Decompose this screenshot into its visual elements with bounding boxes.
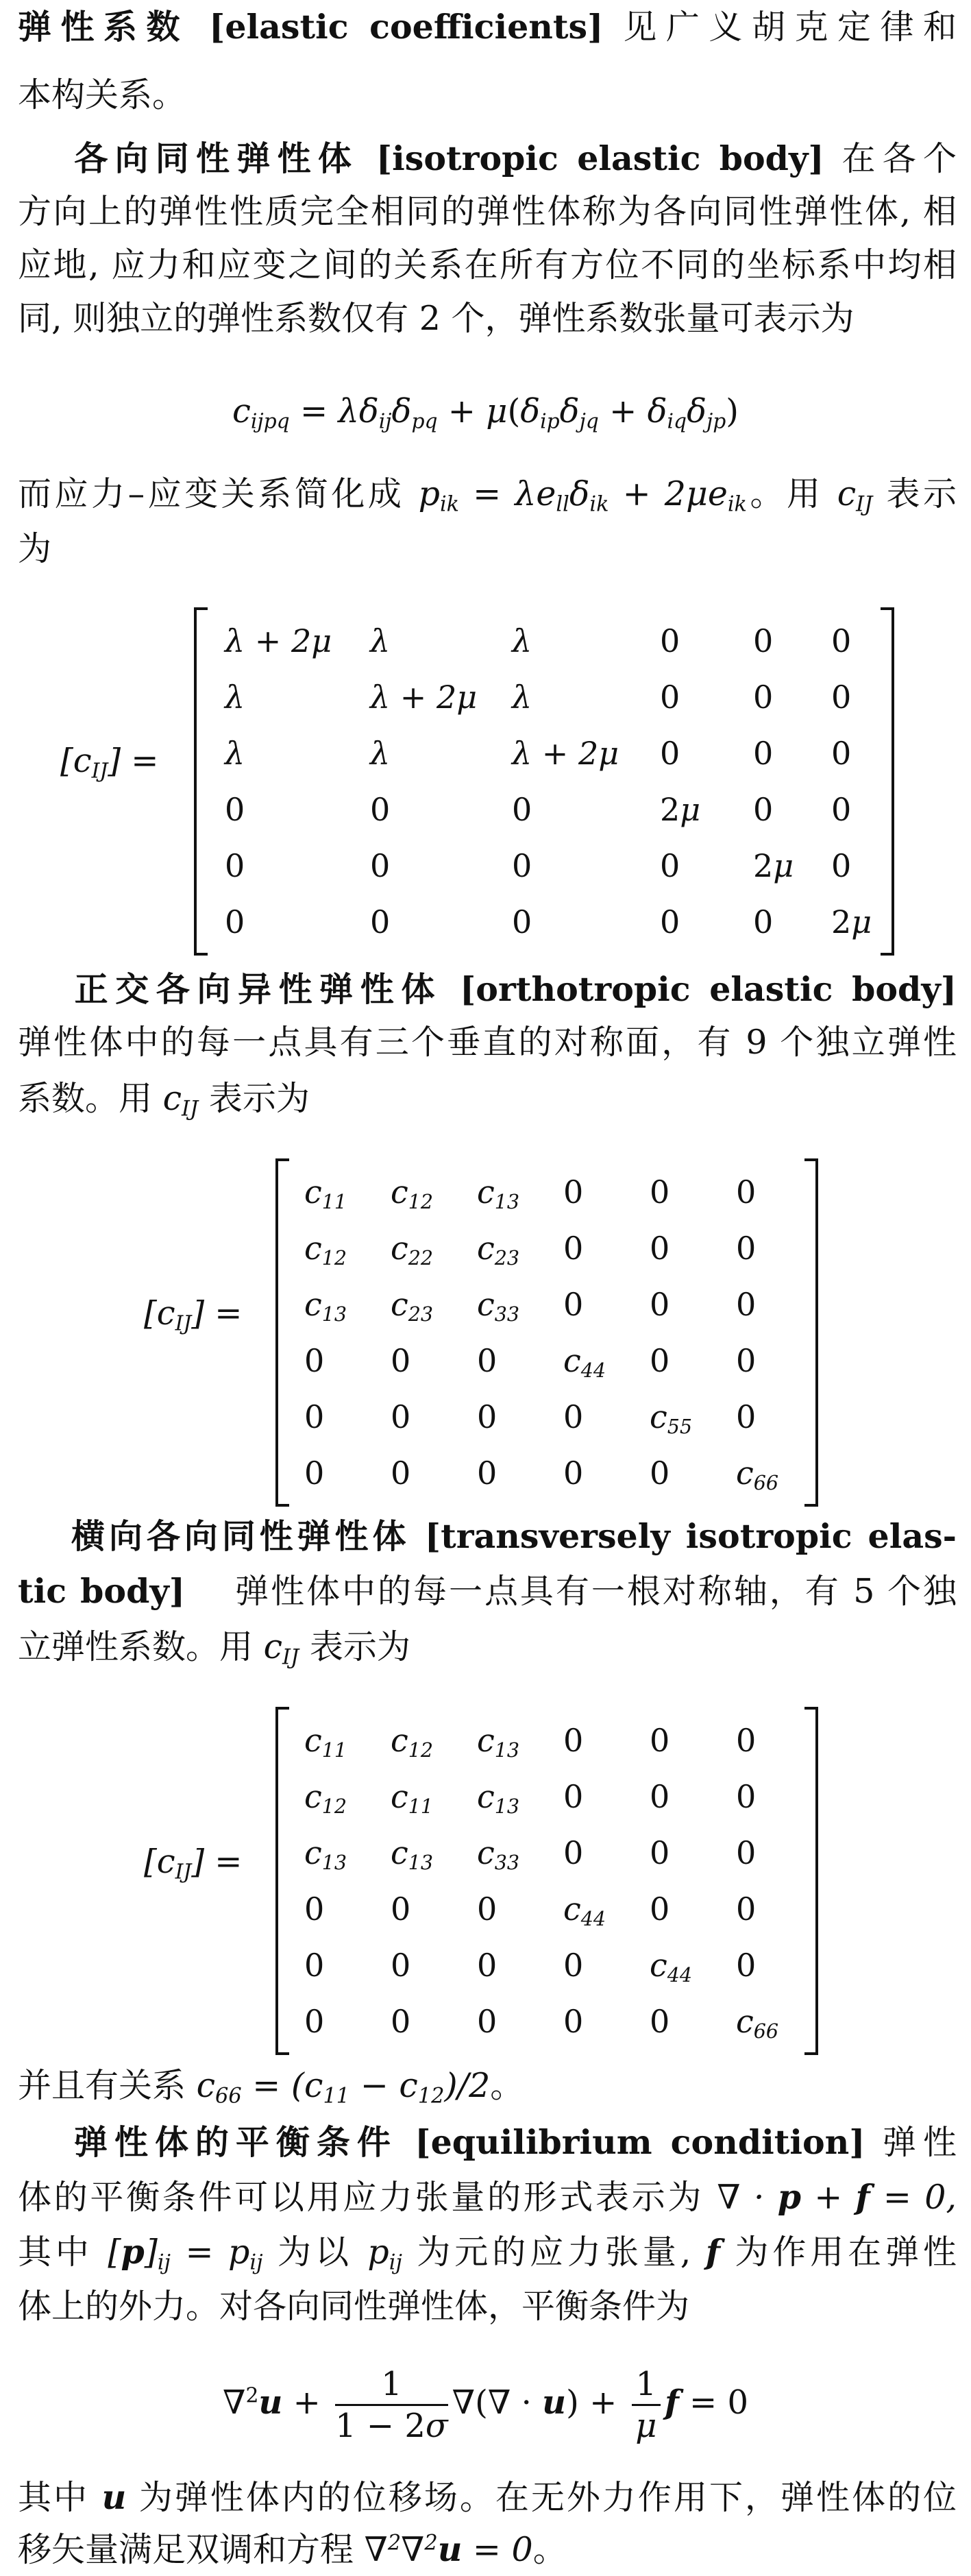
entry-isotropic-line-2: 方向上的弹性性质完全相同的弹性体称为各向同性弹性体, 相 bbox=[18, 192, 957, 231]
orthotropic-stiffness-matrix bbox=[275, 1158, 818, 1507]
matrix-cell: $c_{12}$ bbox=[391, 1722, 434, 1762]
matrix-cell: $c_{22}$ bbox=[391, 1230, 434, 1269]
matrix-cell: 0 bbox=[563, 1286, 584, 1323]
matrix-cell: 0 bbox=[304, 2003, 325, 2040]
matrix-row bbox=[275, 1881, 818, 1937]
matrix-cell: 0 bbox=[391, 1891, 411, 1928]
matrix-cell: 0 bbox=[304, 1398, 325, 1435]
matrix-cell: 0 bbox=[391, 1342, 411, 1379]
term-title-zh: 正交各向异性弹性体 bbox=[67, 970, 442, 1009]
matrix-cell: 0 bbox=[563, 1834, 584, 1871]
matrix-cell: $c_{13}$ bbox=[391, 1834, 434, 1874]
matrix-cell: 0 bbox=[736, 1947, 757, 1984]
matrix-row bbox=[275, 1825, 818, 1881]
matrix-cell: 0 bbox=[563, 2003, 584, 2040]
stress-strain-relation: $p_{ik} = \lambda e_{ll}\delta_{ik} + 2\mu e_{ik}$ bbox=[418, 474, 747, 517]
entry-equilibrium-line-1: 弹性体的平衡条件 [equilibrium condition] 弹性 bbox=[67, 2122, 957, 2162]
matrix-cell: 0 bbox=[563, 1230, 584, 1267]
matrix-row bbox=[194, 669, 894, 725]
matrix-label: $[c_{IJ}]$ = bbox=[60, 742, 159, 783]
matrix-row bbox=[275, 1389, 818, 1445]
term-title-zh: 各向同性弹性体 bbox=[67, 139, 359, 178]
matrix-cell: 0 bbox=[650, 1778, 670, 1815]
entry-transversely-isotropic-line-2: tic body] 弹性体中的每一点具有一根对称轴，有 5 个独 bbox=[18, 1571, 957, 1611]
matrix-cell: 0 bbox=[831, 735, 852, 772]
matrix-cell: $c_{55}$ bbox=[650, 1398, 693, 1438]
matrix-cell: 0 bbox=[831, 622, 852, 659]
matrix-cell: 0 bbox=[563, 1398, 584, 1435]
entry-elastic-coefficients-line-1 bbox=[18, 5, 957, 49]
matrix-cell: λ bbox=[225, 679, 245, 716]
matrix-cell: 0 bbox=[512, 903, 532, 940]
matrix-row bbox=[275, 1445, 818, 1501]
entry-transversely-isotropic-line-1 bbox=[18, 1515, 957, 1558]
matrix-cell: 0 bbox=[650, 1342, 670, 1379]
matrix-cell: $c_{11}$ bbox=[304, 1722, 347, 1762]
entry-elastic-coefficients-line-2: 本构关系。 bbox=[18, 75, 186, 114]
matrix-cell: 0 bbox=[736, 1174, 757, 1211]
text: 在各个 bbox=[841, 139, 957, 178]
matrix-cell: 0 bbox=[304, 1947, 325, 1984]
matrix-cell: 0 bbox=[391, 1947, 411, 1984]
entry-orthotropic-line-3: 系数。用 $c_{IJ}$ 表示为 bbox=[18, 1079, 310, 1121]
matrix-cell: $c_{44}$ bbox=[563, 1342, 606, 1382]
matrix-label: $[c_{IJ}]$ = bbox=[144, 1294, 243, 1336]
matrix-cell: 0 bbox=[736, 1834, 757, 1871]
matrix-cell: λ bbox=[512, 622, 532, 659]
matrix-cell: 0 bbox=[477, 1398, 497, 1435]
matrix-cell: 0 bbox=[831, 847, 852, 884]
matrix-cell: $c_{44}$ bbox=[650, 1947, 693, 1986]
matrix-cell: 0 bbox=[304, 1455, 325, 1492]
term-title-zh: 弹性体的平衡条件 bbox=[67, 2123, 397, 2162]
matrix-cell: 0 bbox=[370, 903, 391, 940]
matrix-cell: λ bbox=[512, 679, 532, 716]
matrix-cell: 2μ bbox=[753, 847, 794, 884]
matrix-cell: 0 bbox=[753, 791, 774, 828]
matrix-cell: 0 bbox=[736, 1342, 757, 1379]
matrix-cell: λ bbox=[225, 735, 245, 772]
matrix-cell: 0 bbox=[753, 735, 774, 772]
matrix-cell: 0 bbox=[650, 1891, 670, 1928]
matrix-cell: $c_{12}$ bbox=[304, 1778, 347, 1818]
matrix-cell: 0 bbox=[650, 2003, 670, 2040]
matrix-cell: 0 bbox=[753, 679, 774, 716]
term-title-en: [transversely isotropic elas- bbox=[424, 1516, 957, 1556]
matrix-cell: 0 bbox=[831, 791, 852, 828]
equation-isotropic-tensor: $c_{ijpq} = \lambda\delta_{ij}\delta_{pq} + \mu(\delta_{ip}\delta_{jq} + \delta_{iq}\delta_{jp})$ bbox=[232, 392, 739, 434]
matrix-row bbox=[194, 781, 894, 838]
matrix-cell: 0 bbox=[563, 1455, 584, 1492]
matrix-cell: 0 bbox=[225, 847, 245, 884]
entry-equilibrium-line-5: 其中 u 为弹性体内的位移场。在无外力作用下，弹性体的位 bbox=[18, 2477, 957, 2517]
matrix-cell: 0 bbox=[660, 847, 680, 884]
matrix-cell: $c_{13}$ bbox=[304, 1834, 347, 1874]
matrix-row bbox=[275, 1164, 818, 1220]
matrix-cell: 0 bbox=[736, 1722, 757, 1759]
entry-orthotropic-line-2: 弹性体中的每一点具有三个垂直的对称面，有 9 个独立弹性 bbox=[18, 1023, 957, 1062]
matrix-cell: 0 bbox=[753, 903, 774, 940]
matrix-cell: 2μ bbox=[831, 903, 872, 940]
entry-isotropic-line-4: 同, 则独立的弹性系数仅有 2 个，弹性系数张量可表示为 bbox=[18, 299, 855, 338]
matrix-cell: $c_{66}$ bbox=[736, 2003, 779, 2043]
matrix-cell: 0 bbox=[304, 1891, 325, 1928]
matrix-cell: $c_{13}$ bbox=[477, 1778, 520, 1818]
term-title-zh: 弹性系数 bbox=[18, 8, 190, 47]
matrix-cell: 0 bbox=[831, 679, 852, 716]
matrix-row bbox=[194, 613, 894, 669]
matrix-cell: 0 bbox=[391, 1398, 411, 1435]
matrix-cell: 0 bbox=[512, 791, 532, 828]
matrix-row bbox=[275, 1993, 818, 2050]
matrix-cell: 0 bbox=[736, 1230, 757, 1267]
entry-transversely-isotropic-relation: 并且有关系 $c_{66} = (c_{11} - c_{12})/2$。 bbox=[18, 2066, 524, 2109]
matrix-row bbox=[275, 1712, 818, 1769]
matrix-cell: 0 bbox=[563, 1174, 584, 1211]
entry-transversely-isotropic-line-3: 立弹性系数。用 $c_{IJ}$ 表示为 bbox=[18, 1627, 410, 1670]
transversely-isotropic-stiffness-matrix bbox=[275, 1707, 818, 2055]
matrix-cell: 0 bbox=[753, 622, 774, 659]
matrix-cell: 0 bbox=[225, 903, 245, 940]
matrix-row bbox=[275, 1220, 818, 1276]
matrix-cell: 0 bbox=[477, 1891, 497, 1928]
matrix-cell: 0 bbox=[370, 847, 391, 884]
entry-equilibrium-line-3: 其中 $[p]_{ij} = p_{ij}$ 为以 $p_{ij}$ 为元的应力张量, f 为作用在弹性 bbox=[18, 2232, 957, 2275]
matrix-cell: 0 bbox=[736, 1891, 757, 1928]
matrix-cell: 2μ bbox=[660, 791, 701, 828]
matrix-cell: $c_{33}$ bbox=[477, 1286, 520, 1326]
entry-orthotropic-line-1 bbox=[18, 968, 957, 1011]
matrix-cell: 0 bbox=[563, 1722, 584, 1759]
matrix-cell: 0 bbox=[650, 1834, 670, 1871]
entry-equilibrium-line-4: 体上的外力。对各向同性弹性体，平衡条件为 bbox=[18, 2287, 690, 2326]
matrix-cell: $c_{23}$ bbox=[391, 1286, 434, 1326]
matrix-cell: 0 bbox=[660, 622, 680, 659]
matrix-cell: $c_{12}$ bbox=[391, 1174, 434, 1213]
matrix-cell: 0 bbox=[477, 1342, 497, 1379]
matrix-row bbox=[275, 1769, 818, 1825]
equation-equilibrium-isotropic: ∇$^2$u + $\frac{1}{1 - 2\sigma}$ ∇(∇ · u) + $\frac{1}{\mu}$ f = 0 bbox=[222, 2365, 749, 2445]
matrix-cell: 0 bbox=[736, 1286, 757, 1323]
matrix-cell: λ + 2μ bbox=[370, 679, 478, 716]
matrix-cell: 0 bbox=[391, 2003, 411, 2040]
matrix-cell: 0 bbox=[477, 1947, 497, 1984]
matrix-row bbox=[194, 894, 894, 950]
matrix-cell: $c_{23}$ bbox=[477, 1230, 520, 1269]
term-title-en: [equilibrium condition] bbox=[415, 2122, 865, 2162]
matrix-cell: 0 bbox=[660, 903, 680, 940]
matrix-cell: 0 bbox=[563, 1778, 584, 1815]
matrix-cell: 0 bbox=[477, 1455, 497, 1492]
matrix-cell: $c_{44}$ bbox=[563, 1891, 606, 1930]
entry-isotropic-line-1 bbox=[18, 137, 957, 180]
matrix-row bbox=[275, 1937, 818, 1993]
matrix-cell: λ + 2μ bbox=[225, 622, 332, 659]
term-title-en: [isotropic elastic body] bbox=[376, 138, 824, 178]
term-title-en: [orthotropic elastic body] bbox=[460, 969, 957, 1009]
matrix-row bbox=[275, 1333, 818, 1389]
term-title-zh: 横向各向同性弹性体 bbox=[67, 1517, 410, 1556]
matrix-cell: 0 bbox=[650, 1286, 670, 1323]
matrix-cell: 0 bbox=[512, 847, 532, 884]
matrix-cell: $c_{12}$ bbox=[304, 1230, 347, 1269]
entry-equilibrium-line-2: 体的平衡条件可以用应力张量的形式表示为 ∇ · p + f = 0, bbox=[18, 2177, 957, 2217]
term-title-en: [elastic coefficients] bbox=[209, 7, 604, 47]
matrix-cell: 0 bbox=[391, 1455, 411, 1492]
matrix-row bbox=[194, 725, 894, 781]
matrix-cell: 0 bbox=[304, 1342, 325, 1379]
matrix-cell: 0 bbox=[650, 1174, 670, 1211]
matrix-cell: 0 bbox=[650, 1230, 670, 1267]
entry-isotropic-line-5: 而应力–应变关系简化成 $p_{ik} = \lambda e_{ll}\delta_{ik} + 2\mu e_{ik}$。用 $c_{IJ}$ 表示 bbox=[18, 474, 957, 517]
matrix-cell: $c_{11}$ bbox=[391, 1778, 434, 1818]
matrix-cell: 0 bbox=[477, 2003, 497, 2040]
text: 见广义胡克定律和 bbox=[623, 8, 957, 47]
isotropic-stiffness-matrix bbox=[194, 607, 894, 956]
matrix-cell: 0 bbox=[660, 679, 680, 716]
matrix-cell: $c_{13}$ bbox=[477, 1174, 520, 1213]
matrix-cell: 0 bbox=[563, 1947, 584, 1984]
matrix-cell: $c_{13}$ bbox=[477, 1722, 520, 1762]
entry-isotropic-line-3: 应地, 应力和应变之间的关系在所有方位不同的坐标系中均相 bbox=[18, 245, 957, 284]
matrix-cell: 0 bbox=[660, 735, 680, 772]
matrix-cell: λ + 2μ bbox=[512, 735, 619, 772]
matrix-cell: 0 bbox=[650, 1455, 670, 1492]
matrix-cell: 0 bbox=[225, 791, 245, 828]
entry-equilibrium-line-6: 移矢量满足双调和方程 ∇$^2$∇$^2$u = 0。 bbox=[18, 2529, 567, 2569]
matrix-label: $[c_{IJ}]$ = bbox=[144, 1843, 243, 1884]
entry-isotropic-line-6: 为 bbox=[18, 529, 52, 568]
matrix-row bbox=[194, 838, 894, 894]
matrix-cell: 0 bbox=[370, 791, 391, 828]
matrix-cell: λ bbox=[370, 735, 391, 772]
matrix-cell: $c_{13}$ bbox=[304, 1286, 347, 1326]
matrix-cell: $c_{11}$ bbox=[304, 1174, 347, 1213]
matrix-cell: 0 bbox=[736, 1778, 757, 1815]
matrix-cell: $c_{66}$ bbox=[736, 1455, 779, 1494]
matrix-cell: 0 bbox=[650, 1722, 670, 1759]
matrix-row bbox=[275, 1276, 818, 1333]
matrix-cell: $c_{33}$ bbox=[477, 1834, 520, 1874]
matrix-cell: 0 bbox=[736, 1398, 757, 1435]
matrix-cell: λ bbox=[370, 622, 391, 659]
